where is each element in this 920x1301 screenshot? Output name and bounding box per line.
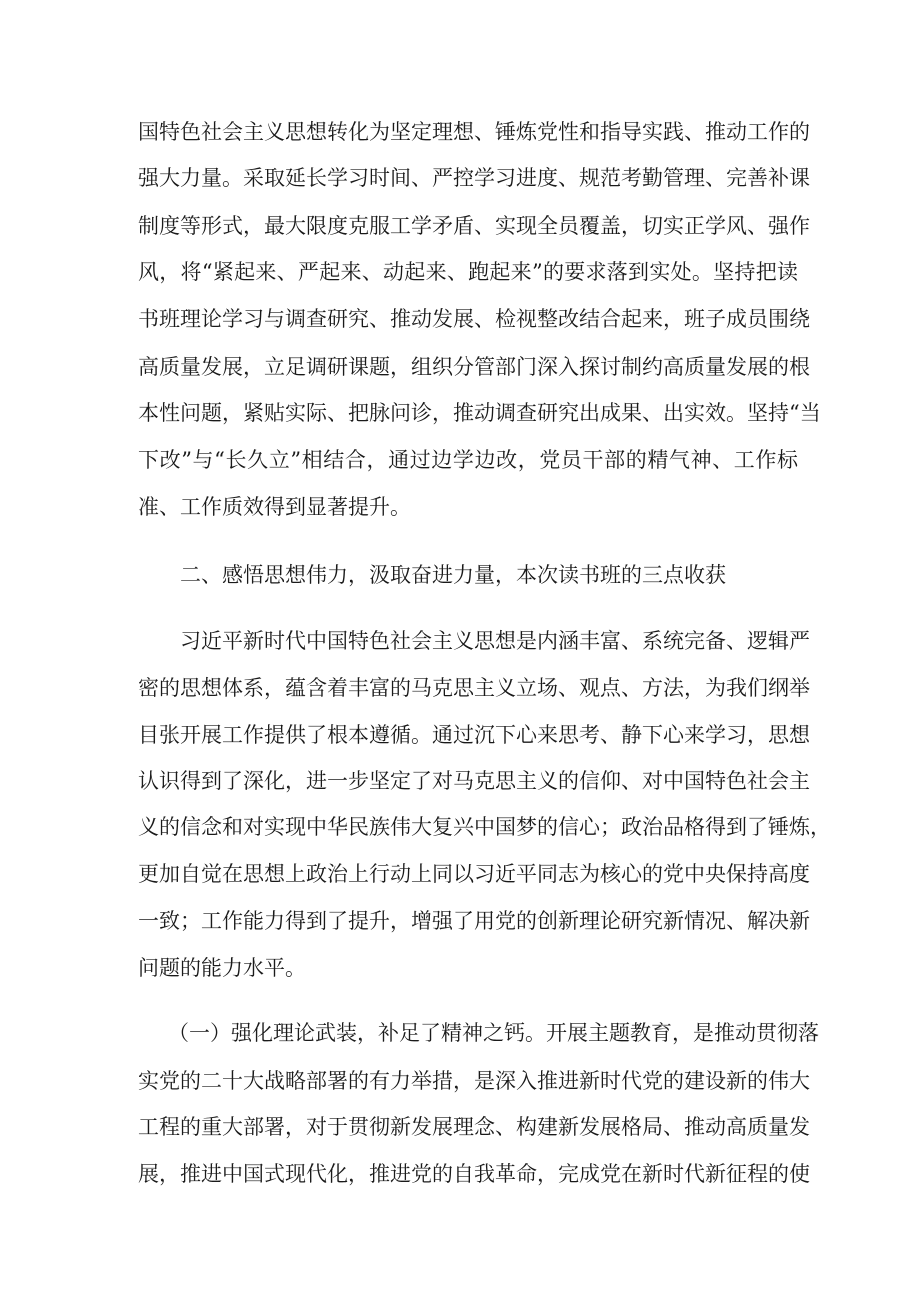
- para3-line-3: 工程的重大部署，对于贯彻新发展理念、构建新发展格局、推动高质量发: [138, 1115, 810, 1139]
- para3-line-4: 展，推进中国式现代化，推进党的自我革命，完成党在新时代新征程的使: [138, 1162, 810, 1186]
- para1-line-3: 制度等形式，最大限度克服工学矛盾、实现全员覆盖，切实正学风、强作: [138, 214, 810, 238]
- para2-line-4: 认识得到了深化，进一步坚定了对马克思主义的信仰、对中国特色社会主: [138, 769, 810, 793]
- para1-line-9: 准、工作质效得到显著提升。: [138, 495, 411, 519]
- para1-line-4: 风，将“紧起来、严起来、动起来、跑起来”的要求落到实处。坚持把读: [138, 260, 798, 284]
- para3-line-2: 实党的二十大战略部署的有力举措，是深入推进新时代党的建设新的伟大: [138, 1069, 810, 1093]
- para1-line-5: 书班理论学习与调查研究、推动发展、检视整改结合起来，班子成员围绕: [138, 307, 810, 331]
- para2-line-3: 目张开展工作提供了根本遵循。通过沉下心来思考、静下心来学习，思想: [138, 723, 810, 747]
- para1-line-1: 国特色社会主义思想转化为坚定理想、锤炼党性和指导实践、推动工作的: [138, 120, 810, 144]
- para3-line-1: （一）强化理论武装，补足了精神之钙。开展主题教育，是推动贯彻落: [168, 1021, 819, 1045]
- para2-line-2: 密的思想体系，蕴含着丰富的马克思主义立场、观点、方法，为我们纲举: [138, 676, 810, 700]
- para2-line-8: 问题的能力水平。: [138, 956, 306, 980]
- para2-line-6: 更加自觉在思想上政治上行动上同以习近平同志为核心的党中央保持高度: [138, 862, 810, 886]
- para1-line-8: 下改”与“长久立”相结合，通过边学边改，党员干部的精气神、工作标: [138, 448, 798, 472]
- para2-line-5: 义的信念和对实现中华民族伟大复兴中国梦的信心；政治品格得到了锤炼，: [138, 815, 831, 839]
- para2-line-7: 一致；工作能力得到了提升，增强了用党的创新理论研究新情况、解决新: [138, 909, 810, 933]
- para1-line-6: 高质量发展，立足调研课题，组织分管部门深入探讨制约高质量发展的根: [138, 355, 810, 379]
- para2-line-1: 习近平新时代中国特色社会主义思想是内涵丰富、系统完备、逻辑严: [180, 629, 810, 653]
- section-heading-2: 二、感悟思想伟力，汲取奋进力量，本次读书班的三点收获: [180, 563, 726, 587]
- para1-line-2: 强大力量。采取延长学习时间、严控学习进度、规范考勤管理、完善补课: [138, 166, 810, 190]
- para1-line-7: 本性问题，紧贴实际、把脉问诊，推动调查研究出成果、出实效。坚持“当: [138, 401, 821, 425]
